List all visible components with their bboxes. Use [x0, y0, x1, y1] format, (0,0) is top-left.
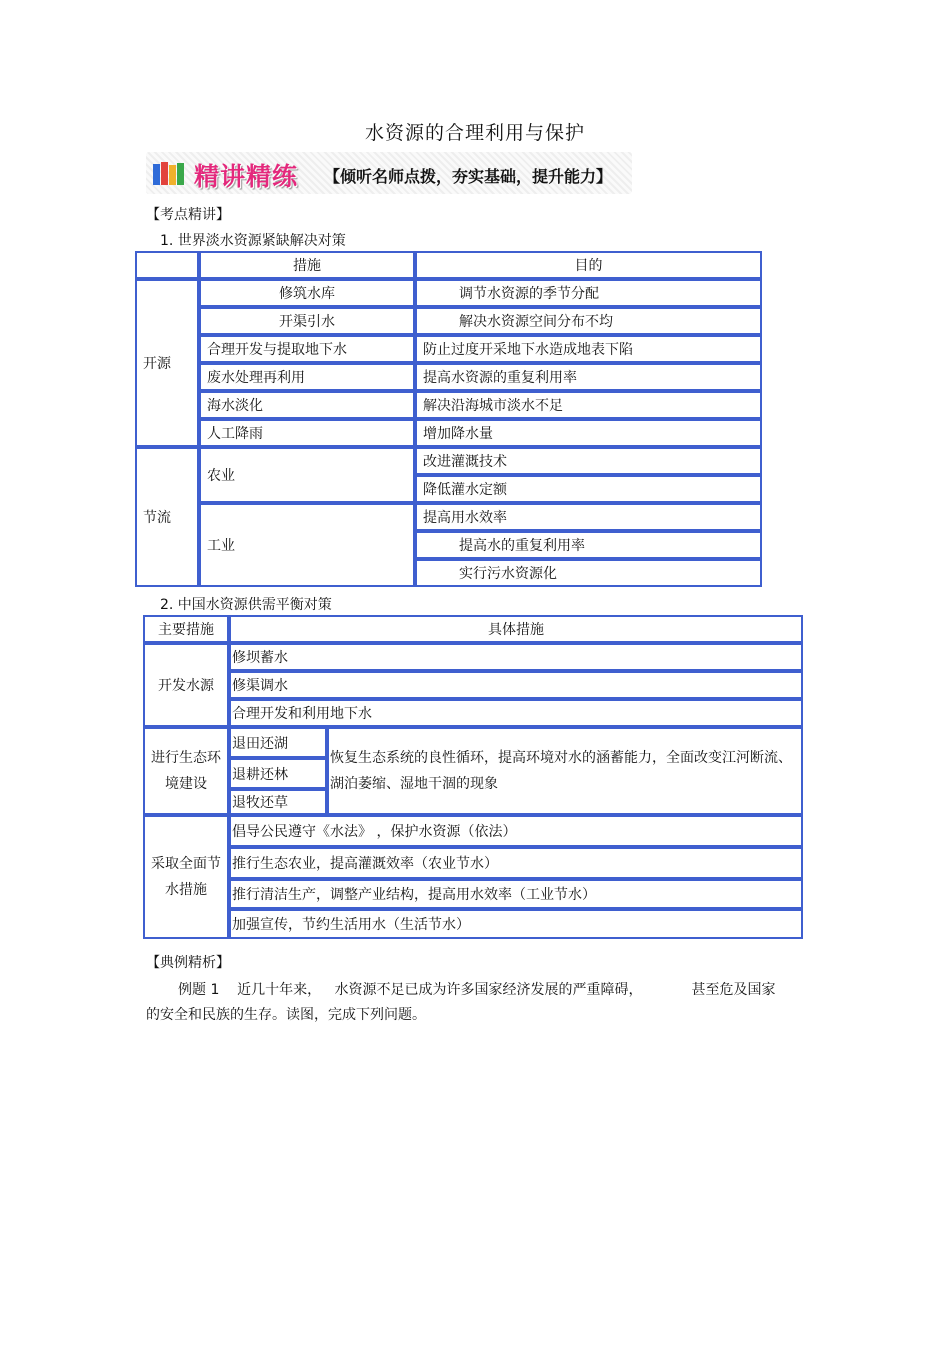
table1-heading: 1. 世界淡水资源紧缺解决对策: [160, 233, 346, 249]
measure-cell: 废水处理再利用: [199, 363, 415, 391]
table-row: [135, 447, 762, 475]
section-heading-examples: 【典例精析】: [146, 955, 230, 971]
purpose-cell: 防止过度开采地下水造成地表下陷: [415, 335, 762, 363]
measure-cell: 修筑水库: [199, 279, 415, 307]
books-icon: [152, 160, 186, 186]
purpose-cell: 提高用水效率: [415, 503, 762, 531]
table-row: [143, 615, 803, 643]
purpose-cell: 提高水资源的重复利用率: [415, 363, 762, 391]
group-label-save: 节流: [135, 447, 199, 587]
eco-item-cell: 退牧还草: [229, 789, 327, 815]
detail-cell: 推行清洁生产，调整产业结构，提高用水效率（工业节水）: [229, 879, 803, 909]
purpose-cell: 提高水的重复利用率: [415, 531, 762, 559]
banner-main-text: 精讲精练: [194, 162, 299, 191]
purpose-cell: 实行污水资源化: [415, 559, 762, 587]
detail-cell: 推行生态农业，提高灌溉效率（农业节水）: [229, 847, 803, 879]
section-heading-key-points: 【考点精讲】: [146, 207, 230, 223]
group-label-eco: 进行生态环境建设: [143, 727, 229, 815]
column-header-purpose: 目的: [415, 251, 762, 279]
detail-cell: 合理开发和利用地下水: [229, 699, 803, 727]
detail-cell: 修渠调水: [229, 671, 803, 699]
group-label-open: 开源: [135, 279, 199, 447]
column-header-detail: 具体措施: [229, 615, 803, 643]
purpose-cell: 解决沿海城市淡水不足: [415, 391, 762, 419]
agriculture-cell: 农业: [199, 447, 415, 503]
table-row: [135, 363, 762, 391]
table-row: [135, 251, 762, 279]
industry-cell: 工业: [199, 503, 415, 587]
table-row: [135, 307, 762, 335]
eco-item-cell: 退田还湖: [229, 727, 327, 758]
purpose-cell: 降低灌水定额: [415, 475, 762, 503]
table-row: [135, 503, 762, 531]
table-row: [143, 727, 803, 758]
detail-cell: 加强宣传，节约生活用水（生活节水）: [229, 909, 803, 939]
china-water-table: [143, 615, 803, 939]
group-label-develop: 开发水源: [143, 643, 229, 727]
group-label-save-water: 采取全面节水措施: [143, 815, 229, 939]
measure-cell: 海水淡化: [199, 391, 415, 419]
purpose-cell: 解决水资源空间分布不均: [415, 307, 762, 335]
table-row: [143, 815, 803, 847]
table-row: [143, 847, 803, 879]
section-banner: [146, 152, 632, 194]
column-header-main: 主要措施: [143, 615, 229, 643]
table-row: [143, 909, 803, 939]
banner-sub-text: 【倾听名师点拨，夯实基础，提升能力】: [324, 167, 613, 186]
detail-cell: 倡导公民遵守《水法》 ，保护水资源（依法）: [229, 815, 803, 847]
table-row: [135, 419, 762, 447]
table-row: [143, 699, 803, 727]
table-row: [143, 671, 803, 699]
world-water-table: [135, 251, 762, 587]
table2-heading: 2. 中国水资源供需平衡对策: [160, 597, 332, 613]
page-title: 水资源的合理利用与保护: [364, 122, 585, 144]
example-line-1: 例题 1 近几十年来， 水资源不足已成为许多国家经济发展的严重障碍， 甚至危及国家: [178, 982, 776, 998]
table-row: [135, 279, 762, 307]
measure-cell: 人工降雨: [199, 419, 415, 447]
purpose-cell: 改进灌溉技术: [415, 447, 762, 475]
example-line-2: 的安全和民族的生存。读图，完成下列问题。: [146, 1007, 426, 1023]
eco-item-cell: 退耕还林: [229, 758, 327, 789]
table-row: [135, 335, 762, 363]
column-header-measure: 措施: [199, 251, 415, 279]
measure-cell: 合理开发与提取地下水: [199, 335, 415, 363]
table-row: [135, 391, 762, 419]
table-row: [143, 643, 803, 671]
measure-cell: 开渠引水: [199, 307, 415, 335]
purpose-cell: 增加降水量: [415, 419, 762, 447]
table-row: [143, 879, 803, 909]
eco-description-cell: 恢复生态系统的良性循环，提高环境对水的涵蓄能力，全面改变江河断流、湖泊萎缩、湿地干涸的现象: [327, 727, 803, 815]
purpose-cell: 调节水资源的季节分配: [415, 279, 762, 307]
table-cell: [135, 251, 199, 279]
detail-cell: 修坝蓄水: [229, 643, 803, 671]
